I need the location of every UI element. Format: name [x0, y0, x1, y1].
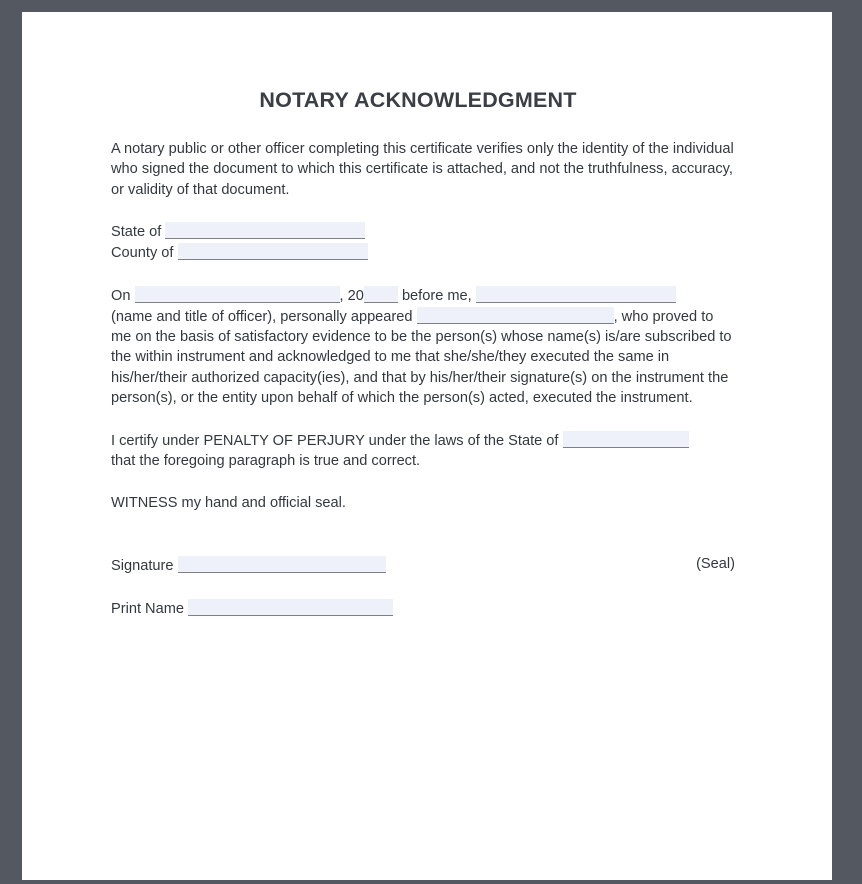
date-input[interactable]: [135, 286, 340, 303]
county-label: County of: [111, 245, 174, 262]
document-body: [111, 88, 735, 617]
page-title: NOTARY ACKNOWLEDGMENT: [259, 88, 577, 112]
certification-paragraph: [111, 431, 735, 472]
officer-name-input[interactable]: [476, 286, 676, 303]
county-line: [111, 243, 735, 264]
appearer-name-input[interactable]: [417, 307, 614, 324]
state-input[interactable]: [165, 222, 365, 239]
certify-start: I certify under PENALTY OF PERJURY under the laws of the State of: [111, 432, 559, 449]
certify-end: that the foregoing paragraph is true and correct.: [111, 453, 421, 470]
state-county-block: [111, 222, 735, 264]
document-page: [22, 12, 832, 880]
seal-label: (Seal): [696, 555, 735, 572]
before-me-label: before me,: [401, 288, 472, 305]
signature-input[interactable]: [178, 556, 386, 573]
state-line: [111, 222, 735, 243]
on-label: On: [111, 288, 131, 305]
disclaimer-paragraph: A notary public or other officer completing this certificate verifies only the identity of the individual who signed the document to which this certificate is attached, and not the truthfulness, accuracy, or validity of that document.: [111, 141, 734, 198]
year-prefix: , 20: [339, 288, 364, 305]
year-input[interactable]: [364, 286, 398, 303]
county-input[interactable]: [178, 243, 368, 260]
body-text: to me on the basis of satisfactory evidence to be the person(s) whose name(s) is/are subscribed to the within instrument and acknowledged to me that she/she/they executed the same in his/her/their authorized capacity(ies), and that by his/her/their signature(s) on the instrument the person(s), or the entity upon behalf of which the person(s) acted, executed the instrument.: [111, 308, 732, 407]
state-label: State of: [111, 224, 162, 241]
print-name-label: Print Name: [111, 600, 184, 617]
certify-state-input[interactable]: [563, 431, 689, 448]
signature-row: [111, 556, 735, 576]
acknowledgment-paragraph: [111, 286, 735, 408]
signature-label: Signature: [111, 557, 174, 574]
officer-line-end: , who proved: [613, 308, 698, 325]
print-name-input[interactable]: [188, 599, 393, 616]
witness-paragraph: WITNESS my hand and official seal.: [111, 495, 346, 512]
print-name-row: [111, 599, 735, 617]
officer-line-start: (name and title of officer), personally appeared: [111, 308, 413, 325]
